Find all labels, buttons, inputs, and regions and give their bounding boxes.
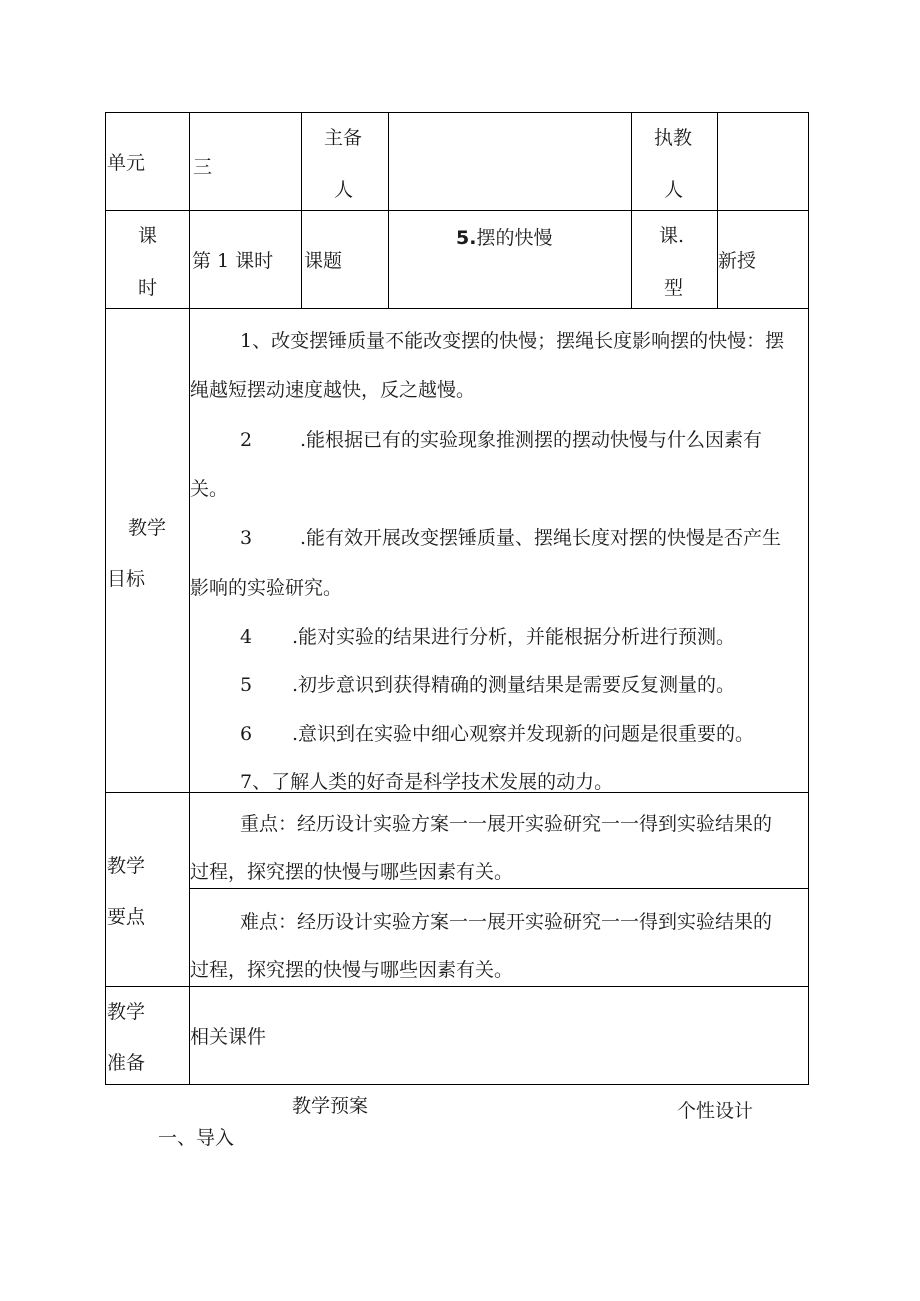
period-value: 第 1 课时 — [192, 250, 274, 272]
objective-item: 6 .意识到在实验中细心观察并发现新的问题是很重要的。 — [240, 723, 755, 745]
table-col-divider — [631, 112, 632, 309]
objective-item-cont: 影响的实验研究。 — [190, 577, 343, 599]
type-label: 型 — [664, 277, 684, 299]
section-heading: 一、导入 — [158, 1127, 235, 1149]
type-label: 课. — [659, 225, 685, 247]
table-border-top — [105, 112, 809, 113]
topic-number: 5. — [456, 227, 477, 249]
keypoints-label: 教学 — [107, 855, 146, 877]
teacher-label: 人 — [664, 179, 684, 201]
preparation-label: 教学 — [107, 1001, 146, 1023]
period-label: 课 — [138, 225, 158, 247]
key-point: 重点：经历设计实验方案一一展开实验研究一一得到实验结果的 — [240, 813, 773, 835]
plan-title: 教学预案 — [292, 1095, 369, 1117]
objectives-label: 教学 — [128, 517, 167, 539]
topic-title: 摆的快慢 — [476, 227, 553, 249]
table-border-left — [105, 112, 106, 1085]
objective-item: 5 .初步意识到获得精确的测量结果是需要反复测量的。 — [240, 674, 736, 696]
table-border-bottom — [105, 1084, 809, 1085]
preparation-value: 相关课件 — [190, 1026, 267, 1048]
objective-item: 2 .能根据已有的实验现象推测摆的摆动快慢与什么因素有 — [240, 429, 763, 451]
table-col-divider — [388, 112, 389, 309]
preparation-label: 准备 — [107, 1052, 146, 1074]
difficult-point-cont: 过程，探究摆的快慢与哪些因素有关。 — [190, 959, 514, 981]
objective-item: 4 .能对实验的结果进行分析，并能根据分析进行预测。 — [240, 626, 736, 648]
objectives-label: 目标 — [107, 568, 146, 590]
unit-value: 三 — [193, 156, 213, 178]
table-col-divider — [717, 112, 718, 309]
keypoints-label: 要点 — [107, 906, 146, 928]
table-col-divider — [301, 112, 302, 309]
type-value: 新授 — [718, 250, 757, 272]
preparer-label: 人 — [334, 179, 354, 201]
table-row-divider — [105, 210, 809, 211]
table-row-divider — [105, 308, 809, 309]
preparer-label: 主备 — [324, 127, 363, 149]
period-label: 时 — [138, 277, 158, 299]
key-point-cont: 过程，探究摆的快慢与哪些因素有关。 — [190, 861, 514, 883]
unit-label: 单元 — [107, 152, 146, 174]
objective-item: 3 .能有效开展改变摆锤质量、摆绳长度对摆的快慢是否产生 — [240, 527, 782, 549]
teacher-label: 执教 — [654, 127, 693, 149]
objective-item: 1、改变摆锤质量不能改变摆的快慢；摆绳长度影响摆的快慢：摆 — [240, 330, 785, 352]
topic-value — [456, 226, 552, 250]
objective-item-cont: 绳越短摆动速度越快，反之越慢。 — [190, 379, 476, 401]
table-inner-divider — [189, 888, 809, 889]
table-row-divider — [105, 986, 809, 987]
objective-item: 7、了解人类的好奇是科学技术发展的动力。 — [240, 771, 614, 793]
objective-item-cont: 关。 — [190, 478, 229, 500]
topic-label: 课题 — [304, 250, 343, 272]
design-title: 个性设计 — [677, 1100, 754, 1122]
table-border-right — [808, 112, 809, 1085]
difficult-point: 难点：经历设计实验方案一一展开实验研究一一得到实验结果的 — [240, 911, 773, 933]
